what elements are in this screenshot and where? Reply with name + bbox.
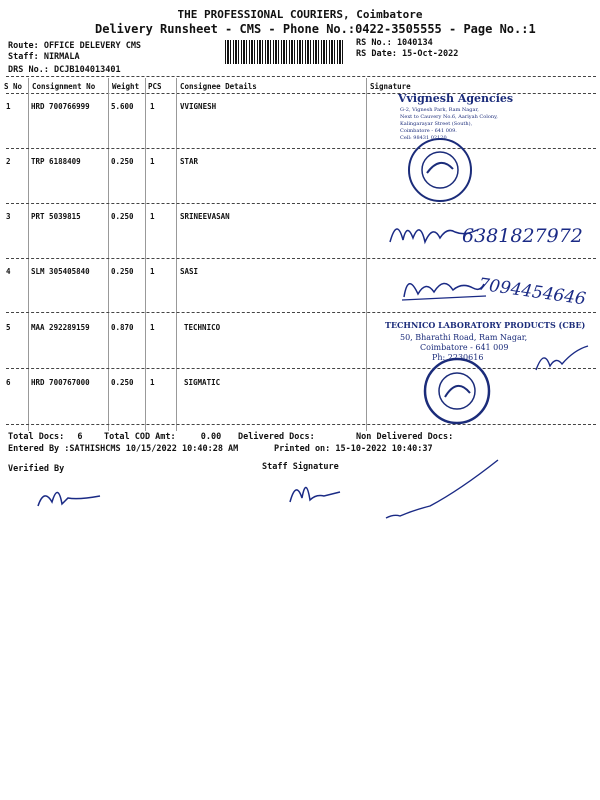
non-delivered-docs-label: Non Delivered Docs:: [356, 432, 454, 442]
row-rule: [6, 258, 596, 259]
row-sno: 4: [6, 267, 11, 276]
stamp-line: Next to Cauvery No.6, Aariyah Colony,: [400, 114, 498, 120]
row-consignee: SRINEEVASAN: [180, 212, 230, 221]
company-title: THE PROFESSIONAL COURIERS, Coimbatore: [177, 8, 423, 21]
barcode: [225, 40, 345, 64]
total-docs-value: 6: [77, 432, 83, 442]
stamp-line: Ph: 2230616: [432, 353, 484, 362]
total-cod: [104, 432, 221, 442]
handwritten-phone: 7094454646: [477, 274, 588, 310]
total-cod-label: Total COD Amt:: [104, 432, 176, 442]
row-consignee: VVIGNESH: [180, 102, 217, 111]
stamp-line: Cell: 98431 02120: [400, 135, 447, 141]
delivered-docs-label: Delivered Docs:: [238, 432, 315, 442]
row-consignee: SASI: [180, 267, 199, 276]
table-bottom-rule: [6, 424, 596, 425]
col-header-consignment: Consignment No: [32, 82, 96, 91]
stamp-line: 50, Bharathi Road, Ram Nagar,: [400, 333, 528, 342]
route-label: Route: OFFICE DELEVERY CMS: [8, 41, 142, 51]
round-seal-icon: [420, 355, 495, 427]
row-rule: [6, 148, 596, 149]
staff-signature-label: Staff Signature: [262, 462, 339, 472]
row-weight: 0.250: [111, 267, 134, 276]
verified-signature-icon: [30, 478, 110, 513]
row-sno: 1: [6, 102, 11, 111]
technico-stamp-name: TECHNICO LABORATORY PRODUCTS (CBE): [385, 320, 586, 330]
row-weight: 0.250: [111, 157, 134, 166]
row-pcs: 1: [150, 378, 155, 387]
row-pcs: 1: [150, 102, 155, 111]
printed-on: Printed on: 15-10-2022 10:40:37: [274, 444, 433, 454]
row-pcs: 1: [150, 157, 155, 166]
vignesh-stamp-name: Vvignesh Agencies: [398, 92, 514, 105]
entered-by: Entered By :SATHISHCMS 10/15/2022 10:40:28 AM: [8, 444, 239, 454]
row-rule: [6, 312, 596, 313]
row-pcs: 1: [150, 212, 155, 221]
handwritten-phone: 6381827972: [462, 225, 583, 247]
total-cod-value: 0.00: [200, 432, 222, 442]
signature-icon: [532, 340, 592, 380]
stamp-line: Coimbatore - 641 009.: [400, 128, 457, 134]
row-consignment: HRD 700767000: [31, 378, 90, 387]
drs-number: DRS No.: DCJB104013401: [8, 65, 121, 75]
column-divider: [28, 78, 29, 431]
row-consignment: TRP 6188409: [31, 157, 81, 166]
column-divider: [108, 78, 109, 431]
row-consignment: HRD 700766999: [31, 102, 90, 111]
row-sno: 2: [6, 157, 11, 166]
row-consignment: PRT 5039815: [31, 212, 81, 221]
row-sno: 3: [6, 212, 11, 221]
verified-by-label: Verified By: [8, 464, 65, 474]
total-docs: [8, 432, 83, 442]
staff-label: Staff: NIRMALA: [8, 52, 80, 62]
total-docs-label: Total Docs:: [8, 432, 65, 442]
pen-stroke-icon: [380, 452, 510, 527]
col-header-sno: S No: [4, 82, 23, 91]
row-sno: 5: [6, 323, 11, 332]
col-header-weight: Weight: [112, 82, 140, 91]
row-consignment: MAA 292289159: [31, 323, 90, 332]
row-rule: [6, 368, 596, 369]
runsheet-title: Delivery Runsheet - CMS - Phone No.:0422-3505555 - Page No.:1: [95, 22, 536, 36]
col-header-signature: Signature: [370, 82, 411, 91]
row-weight: 0.870: [111, 323, 134, 332]
col-header-consignee: Consignee Details: [180, 82, 257, 91]
row-weight: 5.600: [111, 102, 134, 111]
row-weight: 0.250: [111, 378, 134, 387]
col-header-pcs: PCS: [148, 82, 162, 91]
header-top-rule: [6, 76, 596, 77]
row-consignee: SIGMATIC: [184, 378, 221, 387]
staff-signature-icon: [280, 472, 350, 512]
row-weight: 0.250: [111, 212, 134, 221]
row-consignment: SLM 305405840: [31, 267, 90, 276]
row-consignee: TECHNICO: [184, 323, 221, 332]
row-pcs: 1: [150, 267, 155, 276]
stamp-line: G-2, Vignesh Park, Ram Nagar,: [400, 107, 479, 113]
row-sno: 6: [6, 378, 11, 387]
column-divider: [366, 78, 367, 431]
signature-icon: [398, 262, 488, 307]
row-rule: [6, 203, 596, 204]
rs-number: RS No.: 1040134: [356, 38, 433, 48]
round-seal-icon: [405, 135, 475, 205]
stamp-line: Kalingarayar Street (South),: [400, 121, 473, 127]
row-consignee: STAR: [180, 157, 199, 166]
row-pcs: 1: [150, 323, 155, 332]
column-divider: [145, 78, 146, 431]
stamp-line: Coimbatore - 641 009: [420, 343, 509, 352]
rs-date: RS Date: 15-Oct-2022: [356, 49, 459, 59]
column-divider: [176, 78, 177, 431]
